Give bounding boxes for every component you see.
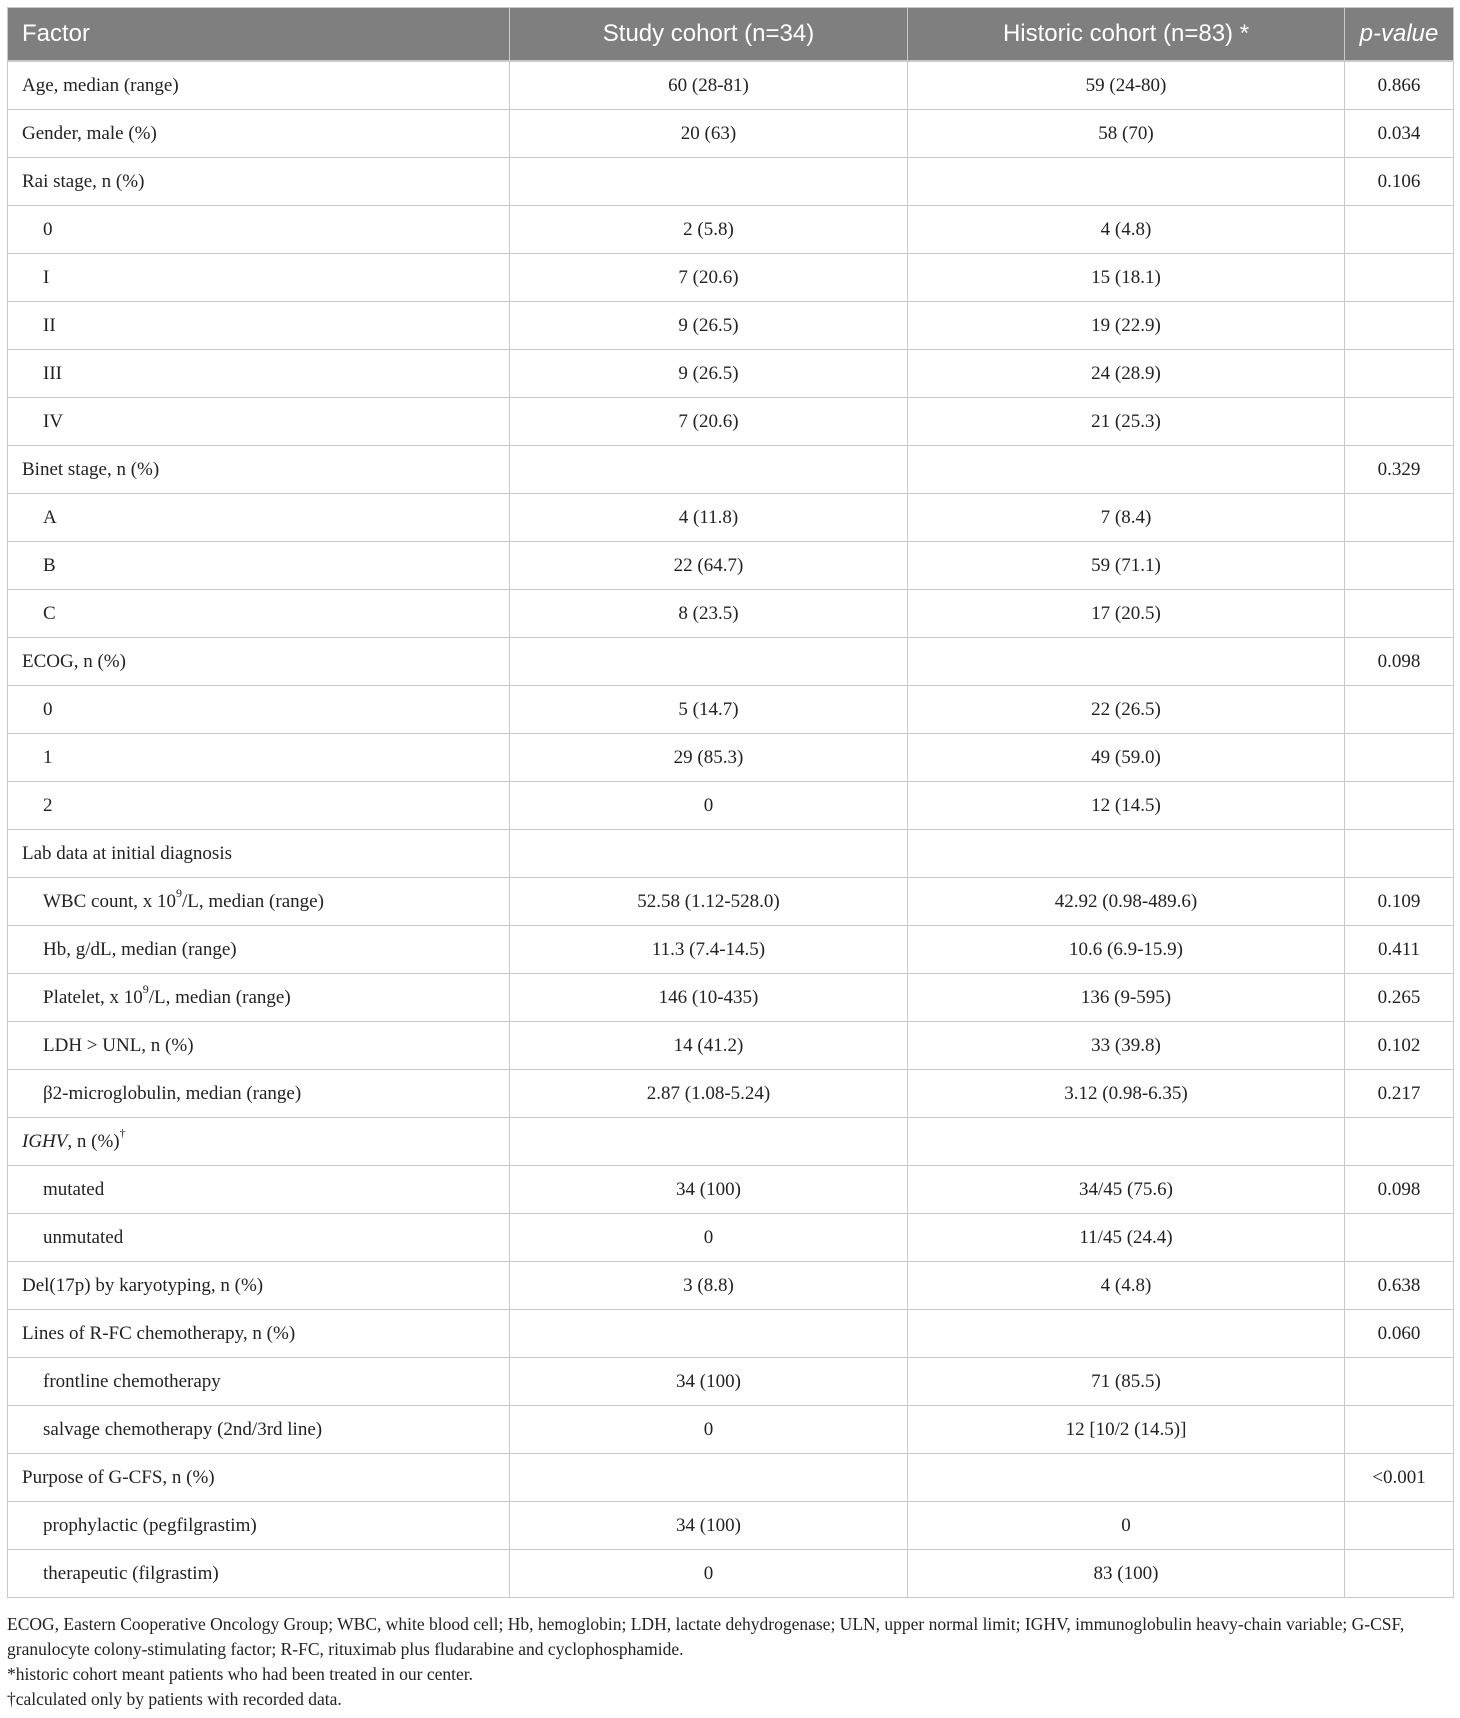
study-cell: 7 (20.6) xyxy=(510,254,908,302)
historic-cell: 12 [10/2 (14.5)] xyxy=(908,1406,1345,1454)
factor-text: /L, median (range) xyxy=(182,890,324,912)
historic-cell: 33 (39.8) xyxy=(908,1022,1345,1070)
factor-cell: β2-microglobulin, median (range) xyxy=(8,1070,510,1118)
p-value-cell: 0.034 xyxy=(1345,110,1454,158)
p-value-cell xyxy=(1345,302,1454,350)
p-value-cell xyxy=(1345,1406,1454,1454)
factor-cell: 0 xyxy=(8,686,510,734)
factor-cell: Age, median (range) xyxy=(8,61,510,110)
historic-cell: 4 (4.8) xyxy=(908,1262,1345,1310)
footnote-historic-cohort: *historic cohort meant patients who had been treated in our center. xyxy=(7,1664,474,1684)
table-row xyxy=(8,446,1454,494)
p-value-cell xyxy=(1345,782,1454,830)
historic-cell xyxy=(908,830,1345,878)
factor-cell: C xyxy=(8,590,510,638)
study-cell xyxy=(510,830,908,878)
study-cell: 11.3 (7.4-14.5) xyxy=(510,926,908,974)
factor-cell: Lab data at initial diagnosis xyxy=(8,830,510,878)
study-cell: 2.87 (1.08-5.24) xyxy=(510,1070,908,1118)
table-row xyxy=(8,61,1454,110)
p-value-cell: 0.866 xyxy=(1345,61,1454,110)
historic-cell xyxy=(908,1118,1345,1166)
table-row xyxy=(8,1358,1454,1406)
study-cell: 4 (11.8) xyxy=(510,494,908,542)
table-row xyxy=(8,1310,1454,1358)
table-body xyxy=(8,61,1454,1598)
study-cell xyxy=(510,1454,908,1502)
factor-cell: frontline chemotherapy xyxy=(8,1358,510,1406)
historic-cell: 136 (9-595) xyxy=(908,974,1345,1022)
historic-cell: 21 (25.3) xyxy=(908,398,1345,446)
p-value-cell: 0.060 xyxy=(1345,1310,1454,1358)
factor-cell: II xyxy=(8,302,510,350)
table-row xyxy=(8,1454,1454,1502)
historic-cell: 83 (100) xyxy=(908,1550,1345,1598)
superscript: 9 xyxy=(142,982,149,997)
factor-cell: B xyxy=(8,542,510,590)
study-cell: 0 xyxy=(510,1214,908,1262)
table-row xyxy=(8,782,1454,830)
table-row xyxy=(8,1214,1454,1262)
p-value-cell xyxy=(1345,398,1454,446)
factor-cell: prophylactic (pegfilgrastim) xyxy=(8,1502,510,1550)
study-cell: 7 (20.6) xyxy=(510,398,908,446)
table-row xyxy=(8,1502,1454,1550)
historic-cell xyxy=(908,1454,1345,1502)
p-value-cell xyxy=(1345,1214,1454,1262)
historic-cell: 22 (26.5) xyxy=(908,686,1345,734)
p-value-cell xyxy=(1345,350,1454,398)
factor-text: WBC count, x 10 xyxy=(43,890,176,912)
p-value-cell xyxy=(1345,1118,1454,1166)
p-value-cell: 0.106 xyxy=(1345,158,1454,206)
historic-cell: 59 (71.1) xyxy=(908,542,1345,590)
study-cell: 29 (85.3) xyxy=(510,734,908,782)
p-value-cell xyxy=(1345,542,1454,590)
factor-cell: IV xyxy=(8,398,510,446)
p-value-cell xyxy=(1345,686,1454,734)
factor-cell: 0 xyxy=(8,206,510,254)
study-cell xyxy=(510,158,908,206)
factor-cell: Binet stage, n (%) xyxy=(8,446,510,494)
table-row xyxy=(8,110,1454,158)
study-cell xyxy=(510,638,908,686)
table-header-row xyxy=(8,8,1454,62)
factor-cell: ECOG, n (%) xyxy=(8,638,510,686)
study-cell xyxy=(510,446,908,494)
table-footnotes xyxy=(7,1612,1453,1712)
study-cell: 14 (41.2) xyxy=(510,1022,908,1070)
table-row xyxy=(8,1550,1454,1598)
header-p-value: p-value xyxy=(1345,8,1454,62)
factor-cell: I xyxy=(8,254,510,302)
factor-cell: unmutated xyxy=(8,1214,510,1262)
historic-cell: 19 (22.9) xyxy=(908,302,1345,350)
table-container xyxy=(7,7,1453,1712)
factor-cell: Del(17p) by karyotyping, n (%) xyxy=(8,1262,510,1310)
table-row xyxy=(8,1262,1454,1310)
factor-cell xyxy=(8,1118,510,1166)
table-row xyxy=(8,158,1454,206)
p-value-cell: 0.638 xyxy=(1345,1262,1454,1310)
study-cell: 34 (100) xyxy=(510,1166,908,1214)
factor-cell xyxy=(8,974,510,1022)
historic-cell: 4 (4.8) xyxy=(908,206,1345,254)
factor-cell: LDH > UNL, n (%) xyxy=(8,1022,510,1070)
historic-cell xyxy=(908,446,1345,494)
factor-cell: III xyxy=(8,350,510,398)
factor-cell: therapeutic (filgrastim) xyxy=(8,1550,510,1598)
study-cell: 34 (100) xyxy=(510,1502,908,1550)
factor-cell: 1 xyxy=(8,734,510,782)
historic-cell: 59 (24-80) xyxy=(908,61,1345,110)
factor-text: Platelet, x 10 xyxy=(43,986,143,1008)
p-value-cell xyxy=(1345,734,1454,782)
historic-cell xyxy=(908,638,1345,686)
study-cell: 3 (8.8) xyxy=(510,1262,908,1310)
historic-cell: 7 (8.4) xyxy=(908,494,1345,542)
factor-text: /L, median (range) xyxy=(148,986,291,1008)
table-row xyxy=(8,206,1454,254)
p-value-cell xyxy=(1345,590,1454,638)
p-value-cell xyxy=(1345,494,1454,542)
table-row xyxy=(8,878,1454,926)
table-row xyxy=(8,254,1454,302)
header-study-cohort: Study cohort (n=34) xyxy=(510,8,908,62)
study-cell: 52.58 (1.12-528.0) xyxy=(510,878,908,926)
table-row xyxy=(8,1070,1454,1118)
factor-cell xyxy=(8,878,510,926)
factor-cell: 2 xyxy=(8,782,510,830)
factor-text-italic: IGHV xyxy=(22,1130,68,1152)
study-cell: 8 (23.5) xyxy=(510,590,908,638)
historic-cell: 0 xyxy=(908,1502,1345,1550)
p-value-cell xyxy=(1345,830,1454,878)
table-row xyxy=(8,398,1454,446)
factor-cell: Purpose of G-CFS, n (%) xyxy=(8,1454,510,1502)
historic-cell: 49 (59.0) xyxy=(908,734,1345,782)
p-value-cell: 0.098 xyxy=(1345,638,1454,686)
p-value-cell: 0.329 xyxy=(1345,446,1454,494)
p-value-cell: 0.102 xyxy=(1345,1022,1454,1070)
table-row xyxy=(8,926,1454,974)
historic-cell: 71 (85.5) xyxy=(908,1358,1345,1406)
baseline-characteristics-table xyxy=(7,7,1454,1598)
historic-cell: 10.6 (6.9-15.9) xyxy=(908,926,1345,974)
historic-cell: 58 (70) xyxy=(908,110,1345,158)
factor-text: , n (%) xyxy=(67,1130,120,1152)
table-row xyxy=(8,974,1454,1022)
header-historic-cohort: Historic cohort (n=83) * xyxy=(908,8,1345,62)
historic-cell: 42.92 (0.98-489.6) xyxy=(908,878,1345,926)
factor-cell: Lines of R-FC chemotherapy, n (%) xyxy=(8,1310,510,1358)
p-value-cell xyxy=(1345,254,1454,302)
p-value-cell: 0.109 xyxy=(1345,878,1454,926)
study-cell: 5 (14.7) xyxy=(510,686,908,734)
table-row xyxy=(8,1118,1454,1166)
p-value-cell: 0.411 xyxy=(1345,926,1454,974)
footnote-recorded-data: †calculated only by patients with recorded data. xyxy=(7,1689,342,1709)
study-cell xyxy=(510,1118,908,1166)
study-cell: 22 (64.7) xyxy=(510,542,908,590)
header-factor: Factor xyxy=(8,8,510,62)
p-value-cell: 0.217 xyxy=(1345,1070,1454,1118)
study-cell: 34 (100) xyxy=(510,1358,908,1406)
footnote-abbreviations: ECOG, Eastern Cooperative Oncology Group; WBC, white blood cell; Hb, hemoglobin; LDH, lactate dehydrogenase; ULN, upper normal limit; IGHV, immunoglobulin heavy-chain variable; G-CSF, granulocyte colony-stimulating factor; R-FC, rituximab plus fludarabine and cyclophosphamide. xyxy=(7,1614,1405,1659)
study-cell: 9 (26.5) xyxy=(510,302,908,350)
historic-cell: 15 (18.1) xyxy=(908,254,1345,302)
table-row xyxy=(8,638,1454,686)
p-value-cell xyxy=(1345,206,1454,254)
table-row xyxy=(8,350,1454,398)
study-cell: 0 xyxy=(510,782,908,830)
table-row xyxy=(8,590,1454,638)
historic-cell: 24 (28.9) xyxy=(908,350,1345,398)
factor-cell: Hb, g/dL, median (range) xyxy=(8,926,510,974)
historic-cell: 3.12 (0.98-6.35) xyxy=(908,1070,1345,1118)
historic-cell: 11/45 (24.4) xyxy=(908,1214,1345,1262)
table-row xyxy=(8,830,1454,878)
study-cell: 0 xyxy=(510,1406,908,1454)
factor-cell: Gender, male (%) xyxy=(8,110,510,158)
factor-cell: mutated xyxy=(8,1166,510,1214)
table-row xyxy=(8,686,1454,734)
historic-cell: 17 (20.5) xyxy=(908,590,1345,638)
p-value-cell: 0.265 xyxy=(1345,974,1454,1022)
factor-cell: Rai stage, n (%) xyxy=(8,158,510,206)
study-cell: 2 (5.8) xyxy=(510,206,908,254)
table-row xyxy=(8,734,1454,782)
table-row xyxy=(8,1022,1454,1070)
study-cell: 60 (28-81) xyxy=(510,61,908,110)
study-cell: 20 (63) xyxy=(510,110,908,158)
historic-cell: 12 (14.5) xyxy=(908,782,1345,830)
p-value-cell xyxy=(1345,1358,1454,1406)
historic-cell: 34/45 (75.6) xyxy=(908,1166,1345,1214)
p-value-cell: <0.001 xyxy=(1345,1454,1454,1502)
study-cell: 146 (10-435) xyxy=(510,974,908,1022)
superscript: 9 xyxy=(176,886,182,901)
study-cell: 0 xyxy=(510,1550,908,1598)
table-row xyxy=(8,1166,1454,1214)
historic-cell xyxy=(908,1310,1345,1358)
table-row xyxy=(8,302,1454,350)
table-row xyxy=(8,1406,1454,1454)
table-row xyxy=(8,494,1454,542)
study-cell xyxy=(510,1310,908,1358)
table-row xyxy=(8,542,1454,590)
p-value-cell xyxy=(1345,1550,1454,1598)
factor-cell: salvage chemotherapy (2nd/3rd line) xyxy=(8,1406,510,1454)
factor-cell: A xyxy=(8,494,510,542)
study-cell: 9 (26.5) xyxy=(510,350,908,398)
p-value-cell: 0.098 xyxy=(1345,1166,1454,1214)
p-value-cell xyxy=(1345,1502,1454,1550)
dagger-superscript: † xyxy=(119,1126,126,1141)
historic-cell xyxy=(908,158,1345,206)
